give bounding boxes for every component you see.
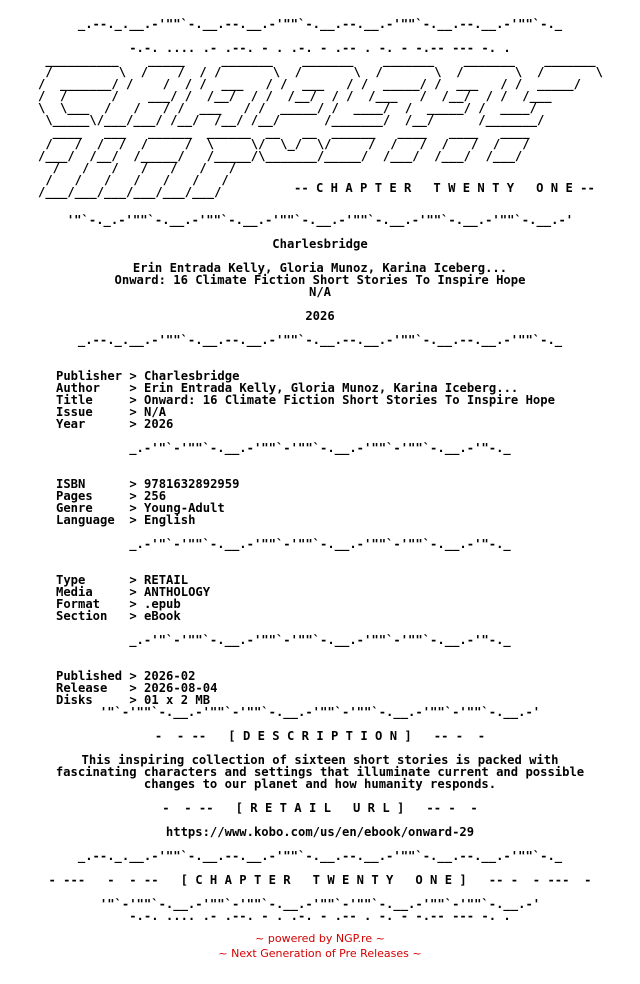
ascii-logo bbox=[0, 54, 640, 202]
small-separator-1: _.-'"`-'""`-.__.-'""`-'""`-.__.-'""`-'""`-.__.-'"-._ bbox=[129, 441, 511, 455]
field-key: Media bbox=[56, 585, 93, 599]
small-separator-2: _.-'"`-'""`-.__.-'""`-'""`-.__.-'""`-'""`-.__.-'"-._ bbox=[129, 537, 511, 551]
field-value: Young-Adult bbox=[144, 501, 225, 515]
field-value: 9781632892959 bbox=[144, 477, 240, 491]
field-separator: > bbox=[129, 381, 145, 395]
logo-line-10: / / / / / / / bbox=[38, 161, 237, 175]
field-separator: > bbox=[129, 513, 145, 527]
field-separator: > bbox=[129, 489, 145, 503]
field-value: 256 bbox=[144, 489, 167, 503]
retail-heading: - - -- [ R E T A I L U R L ] -- - - bbox=[162, 801, 478, 815]
field-separator: > bbox=[129, 609, 145, 623]
field-block-dates bbox=[0, 670, 640, 706]
field-block-release bbox=[0, 370, 640, 430]
logo-line-5: \ \___ / / / / ___ / / _____/ / ____/ / _____/ / ____/ bbox=[38, 101, 574, 115]
field-value: 01 x 2 MB bbox=[144, 693, 211, 707]
wave-separator-2: _.--._.__.-'""`-.__.--.__.-'""`-.__.--.__.-'""`-.__.--.__.-'""`-._ bbox=[77, 849, 563, 863]
header-authors: Erin Entrada Kelly, Gloria Munoz, Karina Iceberg... bbox=[132, 261, 508, 275]
morse-line-bottom: -.-. .... .- .--. - . .-. - .-- . -. - -.-- --- -. . bbox=[129, 909, 511, 923]
field-block-book bbox=[0, 478, 640, 526]
field-key: Section bbox=[56, 609, 108, 623]
field-separator: > bbox=[129, 369, 145, 383]
logo-line-6: \_____\/___/___/ /__/ /__/ /__/ /_______/ /__/ /_______/ bbox=[38, 113, 581, 127]
footer-powered-by: ~ powered by NGP.re ~ bbox=[255, 932, 385, 945]
field-separator: > bbox=[129, 573, 145, 587]
field-key: Publisher bbox=[56, 369, 123, 383]
logo-line-12: /___/___/___/___/___/___/ bbox=[38, 185, 222, 199]
header-issue: N/A bbox=[308, 285, 331, 299]
footer-tagline: ~ Next Generation of Pre Releases ~ bbox=[218, 947, 422, 960]
field-value: N/A bbox=[144, 405, 167, 419]
field-value: ANTHOLOGY bbox=[144, 585, 211, 599]
morse-line-top: -.-. .... .- .--. - . .-. - .-- . -. - -.-- --- -. . bbox=[129, 41, 511, 55]
field-separator: > bbox=[129, 681, 145, 695]
field-key: Release bbox=[56, 681, 108, 695]
logo-line-3: / _______/ / / / / ___ / / ___ / / _____/ / ___ / / _____/ bbox=[38, 77, 589, 91]
logo-line-11: / / / / / / / bbox=[38, 173, 229, 187]
header-publisher: Charlesbridge bbox=[272, 237, 368, 251]
chapter-tag: -- C H A P T E R T W E N T Y O N E -- bbox=[294, 181, 595, 195]
field-value: Charlesbridge bbox=[144, 369, 240, 383]
field-separator: > bbox=[129, 477, 145, 491]
field-key: Genre bbox=[56, 501, 93, 515]
field-value: Erin Entrada Kelly, Gloria Munoz, Karina Iceberg... bbox=[144, 381, 519, 395]
logo-line-2: / \ / / / / \ / \ / \ / \ / \ bbox=[38, 65, 603, 79]
field-value: 2026 bbox=[144, 417, 174, 431]
small-separator-3: _.-'"`-'""`-.__.-'""`-'""`-.__.-'""`-'""`-.__.-'"-._ bbox=[129, 633, 511, 647]
field-key: Format bbox=[56, 597, 101, 611]
field-separator: > bbox=[129, 693, 145, 707]
header-year: 2026 bbox=[305, 309, 335, 323]
description-line-2: fascinating characters and settings that illuminate current and possible bbox=[55, 765, 585, 779]
description-line-3: changes to our planet and how humanity responds. bbox=[143, 777, 497, 791]
field-value: RETAIL bbox=[144, 573, 189, 587]
wave-separator: _.--._.__.-'""`-.__.--.__.-'""`-.__.--.__.-'""`-.__.--.__.-'""`-._ bbox=[77, 333, 563, 347]
field-separator: > bbox=[129, 585, 145, 599]
field-key: Author bbox=[56, 381, 101, 395]
field-separator: > bbox=[129, 405, 145, 419]
description-line-1: This inspiring collection of sixteen short stories is packed with bbox=[81, 753, 559, 767]
field-key: Title bbox=[56, 393, 93, 407]
logo-line-9: /___/ /__/ /_____/ /_____/\_______/_____/ /___/ /___/ /___/ bbox=[38, 149, 523, 163]
field-key: Language bbox=[56, 513, 115, 527]
wave-separator-rev: '"`-'""`-.__.-'""`-'""`-.__.-'""`-'""`-.__.-'""`-'""`-.__.-' bbox=[99, 705, 541, 719]
logo-line-7: ____ ___ ______ ______ __ __ ______ ____ ____ ____ bbox=[38, 125, 530, 139]
field-value: Onward: 16 Climate Fiction Short Stories To Inspire Hope bbox=[144, 393, 555, 407]
field-key: ISBN bbox=[56, 477, 86, 491]
field-row bbox=[56, 610, 640, 622]
field-key: Type bbox=[56, 573, 86, 587]
description-heading: - - -- [ D E S C R I P T I O N ] -- - - bbox=[154, 729, 486, 743]
field-value: English bbox=[144, 513, 196, 527]
field-key: Pages bbox=[56, 489, 93, 503]
nfo-document bbox=[0, 6, 640, 922]
closing-chapter-line: - --- - - -- [ C H A P T E R T W E N T Y O N E ] -- - - --- - bbox=[48, 873, 592, 887]
wave-separator-rev-2: '"`-'""`-.__.-'""`-'""`-.__.-'""`-'""`-.__.-'""`-'""`-.__.-' bbox=[99, 897, 541, 911]
header-title: Onward: 16 Climate Fiction Short Stories To Inspire Hope bbox=[114, 273, 526, 287]
field-value: 2026-08-04 bbox=[144, 681, 218, 695]
field-block-format bbox=[0, 574, 640, 622]
wave-separator-bottom: '"`-._.-'""`-.__.-'""`-.__.-'""`-.__.-'""`-.__.-'""`-.__.-'""`-.__.-' bbox=[66, 213, 574, 227]
logo-line-8: / / / / / / \ \/ \_/ \/ / / / / / / / bbox=[38, 137, 530, 151]
field-key: Published bbox=[56, 669, 123, 683]
field-separator: > bbox=[129, 669, 145, 683]
logo-line-1: __________ _____ _______ _______ _______ _______ _______ bbox=[38, 53, 596, 67]
field-key: Disks bbox=[56, 693, 93, 707]
field-separator: > bbox=[129, 597, 145, 611]
field-key: Issue bbox=[56, 405, 93, 419]
field-row bbox=[56, 418, 640, 430]
wave-separator-top: _.--._.__.-'""`-.__.--.__.-'""`-.__.--.__.-'""`-.__.--.__.-'""`-._ bbox=[77, 17, 563, 31]
retail-url[interactable]: https://www.kobo.com/us/en/ebook/onward-29 bbox=[165, 825, 475, 839]
logo-line-4: / / / ___/ / /__/ / / /__/ / / /___ / /__/ / / /___ bbox=[38, 89, 581, 103]
field-row bbox=[56, 514, 640, 526]
field-separator: > bbox=[129, 393, 145, 407]
field-key: Year bbox=[56, 417, 86, 431]
field-separator: > bbox=[129, 501, 145, 515]
field-separator: > bbox=[129, 417, 145, 431]
field-value: eBook bbox=[144, 609, 181, 623]
field-value: .epub bbox=[144, 597, 181, 611]
field-value: 2026-02 bbox=[144, 669, 196, 683]
